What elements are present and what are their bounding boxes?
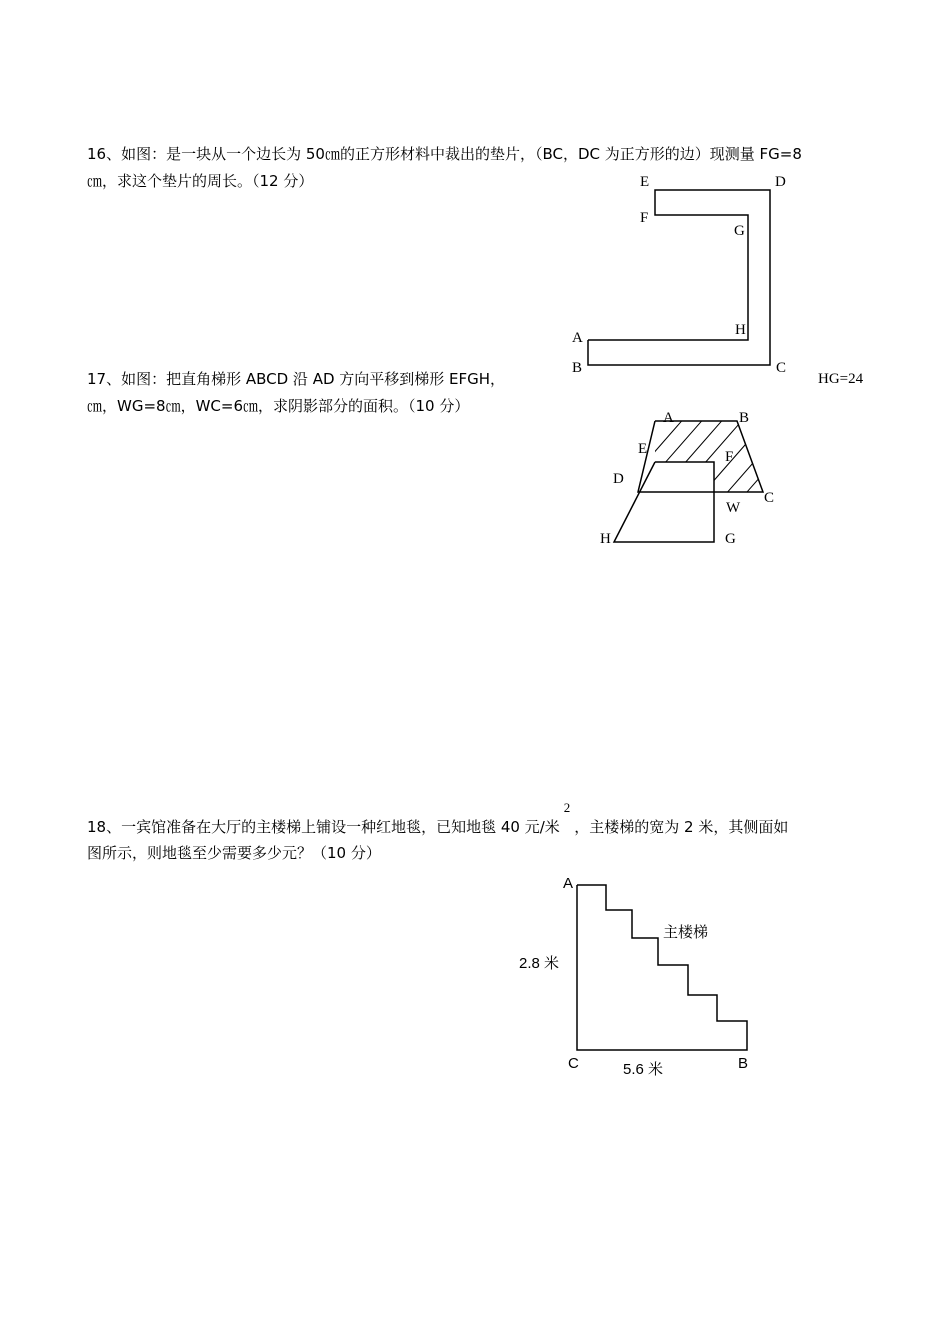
hatch-line [740, 420, 785, 500]
q16-label-G: G [734, 223, 745, 239]
q17-text-line1-end: HG=24 [818, 371, 864, 387]
q17-label-F: F [725, 449, 734, 465]
q16-label-F: F [640, 210, 649, 226]
q16-label-B: B [572, 360, 583, 376]
q18-superscript: 2 [563, 800, 571, 815]
q18-label-A: A [563, 875, 574, 892]
q17-label-G: G [725, 531, 736, 547]
q16-label-C: C [776, 360, 787, 376]
trapezoid-efgh [614, 462, 714, 542]
q17-label-W: W [726, 500, 741, 516]
q17-text-line1: 17、如图：把直角梯形 ABCD 沿 AD 方向平移到梯形 EFGH， [87, 370, 506, 388]
q18-label-height: 2.8 米 [519, 955, 560, 972]
q16-label-E: E [640, 174, 650, 190]
trapezoid-abcd [638, 421, 763, 492]
gasket-outline [588, 190, 770, 365]
q17-label-A: A [663, 410, 674, 426]
q16-label-H: H [735, 322, 746, 338]
q18-label-stairs: 主楼梯 [663, 924, 709, 941]
staircase-outline [577, 885, 747, 1050]
q17-label-D: D [613, 471, 624, 487]
hatch-line [650, 405, 720, 480]
hatch-line [690, 405, 760, 480]
q18-text-line2: 图所示，则地毯至少需要多少元？（10 分） [87, 844, 381, 862]
q18-text-line1-b: ，主楼梯的宽为 2 米，其侧面如 [574, 818, 789, 836]
q18-label-width: 5.6 米 [623, 1061, 664, 1078]
q18-text-line1-a: 18、一宾馆准备在大厅的主楼梯上铺设一种红地毯，已知地毯 40 元/米 [87, 818, 560, 836]
q17-trapezoid-figure [595, 405, 785, 550]
q18-text-line1 [87, 800, 789, 841]
q16-text-line2: ㎝，求这个垫片的周长。（12 分） [87, 172, 314, 190]
q16-text-line1: 16、如图：是一块从一个边长为 50㎝的正方形材料中裁出的垫片，（BC，DC 为正方形的边）现测量 FG=8 [87, 145, 802, 163]
hatch-line [670, 405, 740, 480]
q18-staircase-figure [510, 870, 770, 1080]
q17-label-E: E [638, 441, 648, 457]
q18-label-B: B [738, 1055, 749, 1072]
q17-text-line2: ㎝，WG=8㎝，WC=6㎝，求阴影部分的面积。（10 分） [87, 397, 470, 415]
q17-label-C: C [764, 490, 775, 506]
q17-label-B: B [739, 410, 750, 426]
q17-label-H: H [600, 531, 611, 547]
q18-label-C: C [568, 1055, 579, 1072]
q16-gasket-figure [560, 165, 800, 380]
q16-label-D: D [775, 174, 786, 190]
q16-label-A: A [572, 330, 583, 346]
